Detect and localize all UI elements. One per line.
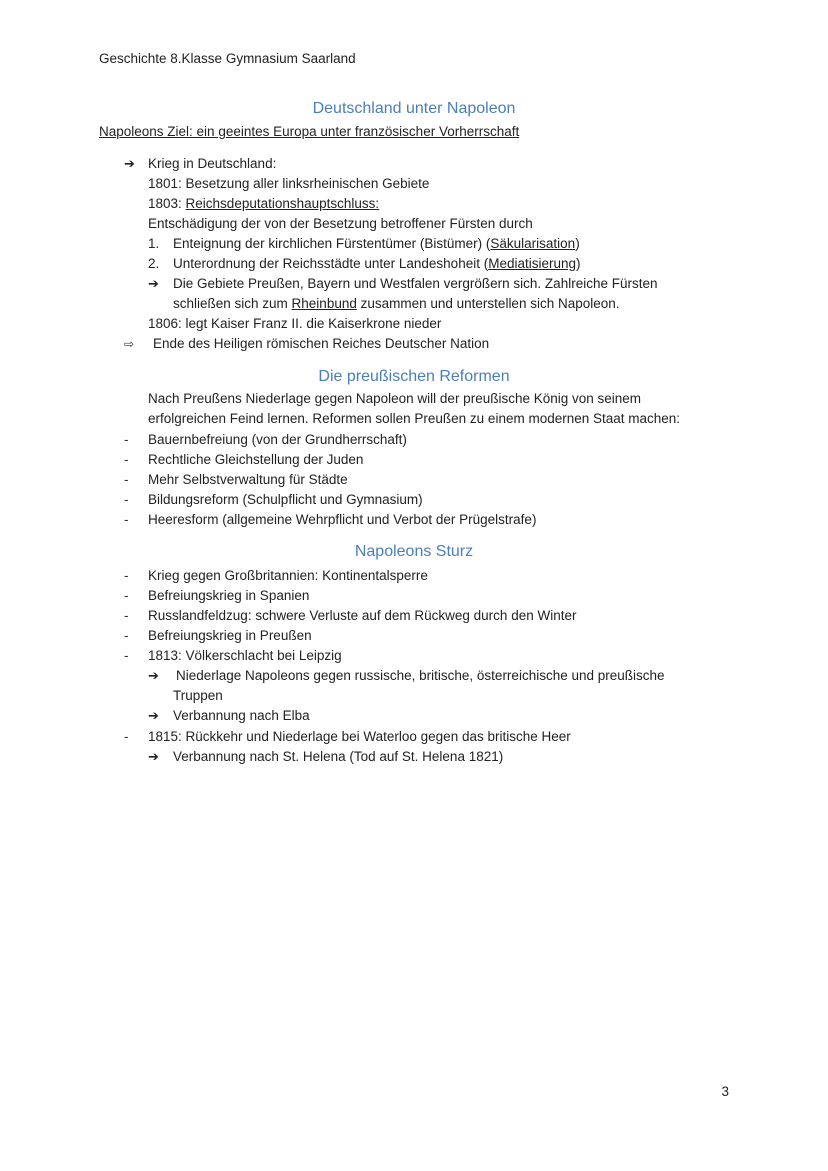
- list-item: 1813: Völkerschlacht bei Leipzig: [148, 648, 342, 663]
- list-item-2-text: Unterordnung der Reichsstädte unter Landeshoheit (: [173, 256, 489, 271]
- dash-bullet: -: [124, 648, 129, 663]
- list-item-2: [173, 254, 581, 274]
- sub-item-st-helena: Verbannung nach St. Helena (Tod auf St. Helena 1821): [173, 749, 504, 764]
- sub-item-defeat-line1: Niederlage Napoleons gegen russische, britische, österreichische und preußische: [176, 668, 665, 683]
- sub-item-defeat-line2: Truppen: [173, 688, 223, 703]
- term-rheinbund: Rheinbund: [291, 296, 357, 311]
- dash-bullet: -: [124, 432, 129, 447]
- list-item: Bildungsreform (Schulpflicht und Gymnasium): [148, 492, 423, 507]
- list-item: 1815: Rückkehr und Niederlage bei Waterloo gegen das britische Heer: [148, 729, 571, 744]
- term-reichsdeputationshauptschluss: Reichsdeputationshauptschluss:: [185, 196, 380, 211]
- list-item-3-line2-b: zusammen und unterstellen sich Napoleon.: [356, 296, 620, 311]
- list-item-3-line1: Die Gebiete Preußen, Bayern und Westfalen vergrößern sich. Zahlreiche Fürsten: [173, 276, 658, 291]
- list-item-3-line2: [173, 294, 620, 314]
- hollow-arrow-icon: ⇨: [124, 337, 135, 351]
- page-header: Geschichte 8.Klasse Gymnasium Saarland: [99, 51, 356, 66]
- list-number-2: 2.: [148, 256, 160, 271]
- war-heading: Krieg in Deutschland:: [148, 156, 277, 171]
- term-mediatisierung: Mediatisierung: [488, 256, 576, 271]
- list-item: Befreiungskrieg in Spanien: [148, 588, 310, 603]
- list-item-1: [173, 234, 580, 254]
- reforms-intro-line2: erfolgreichen Feind lernen. Reformen sollen Preußen zu einem modernen Staat machen:: [148, 411, 681, 426]
- compensation-line: Entschädigung der von der Besetzung betroffener Fürsten durch: [148, 216, 533, 231]
- page-number: 3: [721, 1084, 729, 1099]
- dash-bullet: -: [124, 512, 129, 527]
- line-1803-prefix: 1803:: [148, 196, 186, 211]
- section-title-napoleon: Deutschland unter Napoleon: [312, 100, 516, 117]
- section-title-reforms: Die preußischen Reformen: [318, 368, 510, 385]
- list-item-1-end: ): [575, 236, 580, 251]
- dash-bullet: -: [124, 568, 129, 583]
- dash-bullet: -: [124, 492, 129, 507]
- list-item: Bauernbefreiung (von der Grundherrschaft): [148, 432, 407, 447]
- dash-bullet: -: [124, 472, 129, 487]
- line-1806: 1806: legt Kaiser Franz II. die Kaiserkrone nieder: [148, 316, 442, 331]
- list-item: Heeresform (allgemeine Wehrpflicht und Verbot der Prügelstrafe): [148, 512, 537, 527]
- dash-bullet: -: [124, 608, 129, 623]
- arrow-icon: ➔: [148, 276, 159, 291]
- end-of-empire-line: Ende des Heiligen römischen Reiches Deutscher Nation: [153, 336, 490, 351]
- line-1801: 1801: Besetzung aller linksrheinischen Gebiete: [148, 176, 430, 191]
- arrow-icon: ➔: [124, 156, 135, 171]
- line-1803: [148, 194, 379, 214]
- list-number-1: 1.: [148, 236, 160, 251]
- arrow-icon: ➔: [148, 749, 159, 764]
- list-item-3-line2-a: schließen sich zum: [173, 296, 292, 311]
- dash-bullet: -: [124, 729, 129, 744]
- list-item: Befreiungskrieg in Preußen: [148, 628, 312, 643]
- term-saekularisation: Säkularisation: [490, 236, 576, 251]
- reforms-intro-line1: Nach Preußens Niederlage gegen Napoleon will der preußische König von seinem: [148, 391, 642, 406]
- list-item-2-end: ): [576, 256, 581, 271]
- list-item: Rechtliche Gleichstellung der Juden: [148, 452, 364, 467]
- section-title-downfall: Napoleons Sturz: [354, 543, 474, 560]
- list-item: Russlandfeldzug: schwere Verluste auf dem Rückweg durch den Winter: [148, 608, 577, 623]
- list-item-1-text: Enteignung der kirchlichen Fürstentümer (Bistümer) (: [173, 236, 491, 251]
- arrow-icon: ➔: [148, 708, 159, 723]
- arrow-icon: ➔: [148, 668, 159, 683]
- dash-bullet: -: [124, 452, 129, 467]
- sub-item-elba: Verbannung nach Elba: [173, 708, 310, 723]
- dash-bullet: -: [124, 628, 129, 643]
- dash-bullet: -: [124, 588, 129, 603]
- list-item: Mehr Selbstverwaltung für Städte: [148, 472, 348, 487]
- section-subtitle: Napoleons Ziel: ein geeintes Europa unter französischer Vorherrschaft: [99, 124, 520, 139]
- list-item: Krieg gegen Großbritannien: Kontinentalsperre: [148, 568, 428, 583]
